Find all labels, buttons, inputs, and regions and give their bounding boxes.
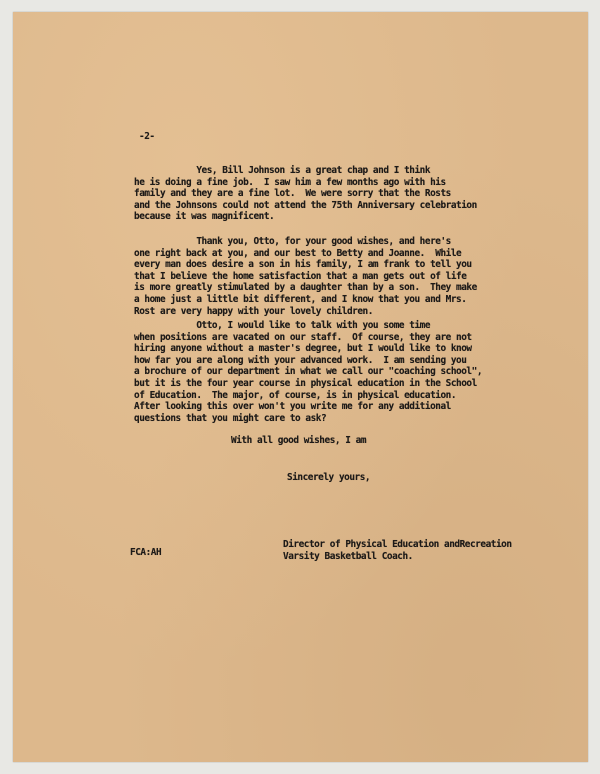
paragraph-2: Thank you, Otto, for your good wishes, and here's one right back at you, and our best to Betty and Joanne. While every man does desire a son in his family, I am frank to tell you that I believe the home satisfaction that a man gets out of life is more greatly stimulated by a daughter than by a son. They make a home just a little bit different, and I know that you and Mrs. Rost are very happy with your lovely children. [134, 236, 477, 317]
paragraph-3: Otto, I would like to talk with you some time when positions are vacated on our staff. Of course, they are not hiring anyone without a master's degree, but I would like to know how far you are along with your advanced work. I am sending you a brochure of our department in what we call our "coaching school", but it is the four year course in physical education in the School of Education. The major, of course, is in physical education. After looking this over won't you write me for any additional questions that you might care to ask? [134, 320, 483, 424]
reference-initials: FCA:AH [130, 547, 162, 558]
paragraph-1: Yes, Bill Johnson is a great chap and I think he is doing a fine job. I saw him a few months ago with his family and they are a fine lot. We were sorry that the Rosts and the Johnsons could not attend the 75th Anniversary celebration because it was magnificent. [134, 165, 477, 223]
closing-line: With all good wishes, I am [231, 435, 367, 446]
signature-title: Director of Physical Education andRecreation Varsity Basketball Coach. [283, 539, 512, 562]
signoff: Sincerely yours, [287, 472, 371, 483]
page-number: -2- [139, 131, 155, 142]
